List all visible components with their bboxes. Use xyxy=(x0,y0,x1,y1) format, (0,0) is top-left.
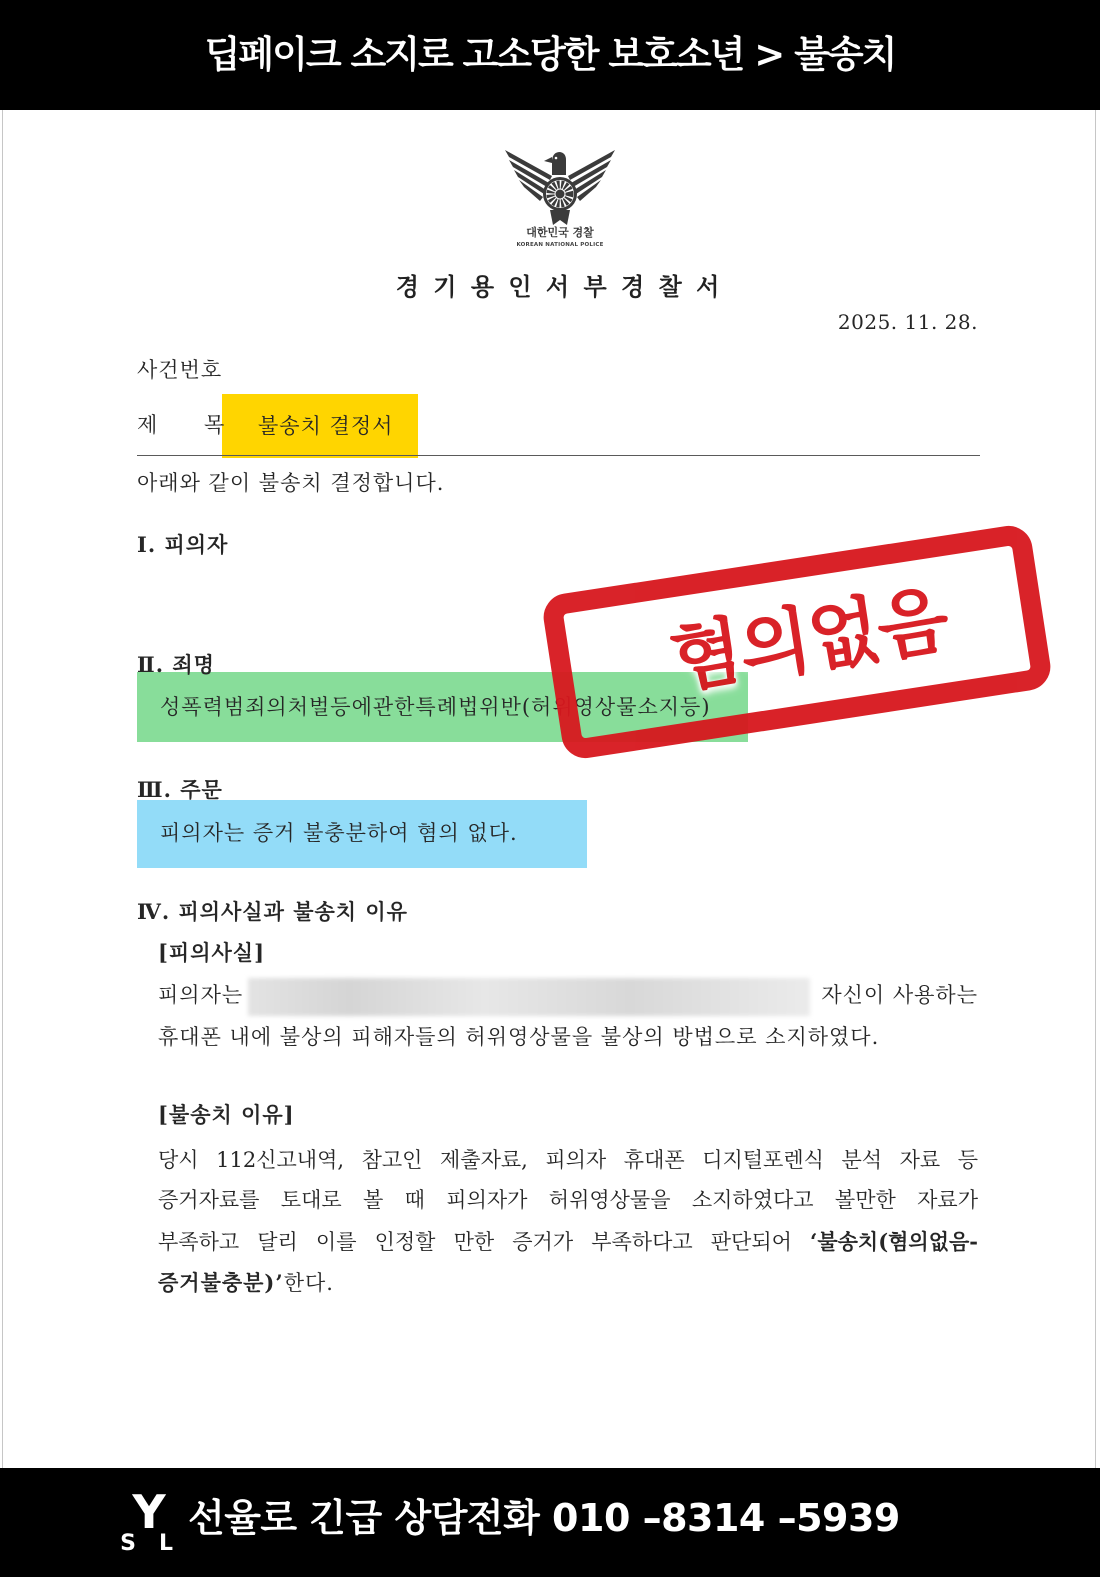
case-number-label: 사건번호 xyxy=(137,358,223,382)
reasons-line3-plain: 부족하고 달리 이를 인정할 만한 증거가 부족하다고 판단되어 xyxy=(158,1230,792,1254)
reasons-line2: 증거자료를 토대로 볼 때 피의자가 허위영상물을 소지하였다고 볼만한 자료가 xyxy=(158,1188,978,1212)
reasons-line4-bold: 증거불충분)’ xyxy=(158,1270,284,1295)
agency-title: 경 기 용 인 서 부 경 찰 서 xyxy=(395,272,723,301)
reasons-line4-plain: 한다. xyxy=(283,1271,334,1295)
document-date: 2025. 11. 28. xyxy=(837,310,978,334)
emblem-center-circle xyxy=(543,177,577,211)
top-banner xyxy=(0,0,1100,110)
emblem-tail xyxy=(550,210,570,225)
subject-label-first: 제 xyxy=(137,413,159,437)
charge-text: 성폭력범죄의처벌등에관한특례법위반(허위영상물소지등) xyxy=(160,695,711,719)
section-charge-heading: Ⅱ. 죄명 xyxy=(137,652,215,677)
redacted-area xyxy=(248,978,810,1016)
header-divider xyxy=(137,455,980,456)
section-facts-heading: Ⅳ. 피의사실과 불송치 이유 xyxy=(137,899,408,924)
disposition-text: 피의자는 증거 불충분하여 혐의 없다. xyxy=(160,821,518,845)
section-disposition-heading: Ⅲ. 주문 xyxy=(137,777,223,802)
facts-label: [피의사실] xyxy=(158,940,266,965)
logo-letter-s: S xyxy=(120,1531,136,1552)
facts-line2: 휴대폰 내에 불상의 피해자들의 허위영상물을 불상의 방법으로 소지하였다. xyxy=(158,1025,880,1049)
emblem-name-korean: 대한민국 경찰 xyxy=(526,226,594,239)
subject-label-second: 목 xyxy=(204,413,226,437)
banner-title: 딥페이크 소지로 고소당한 보호소년 > 불송치 xyxy=(204,33,896,76)
police-eagle-emblem-icon xyxy=(500,148,620,228)
reasons-line3-bold: ‘불송치(혐의없음- xyxy=(810,1229,978,1254)
reasons-line1: 당시 112신고내역, 참고인 제출자료, 피의자 휴대폰 디지털포렌식 분석 자료 등 xyxy=(158,1148,978,1172)
reasons-line4 xyxy=(158,1268,334,1298)
firm-logo xyxy=(116,1488,178,1552)
facts-line1-start: 피의자는 xyxy=(158,983,244,1007)
hotline-text: 선율로 긴급 상담전화 010 –8314 –5939 xyxy=(188,1496,900,1540)
intro-text: 아래와 같이 불송치 결정합니다. xyxy=(137,471,445,495)
subject-highlight xyxy=(222,394,418,458)
reasons-label: [불송치 이유] xyxy=(158,1102,295,1127)
disposition-highlight xyxy=(137,800,587,868)
logo-letter-l: L xyxy=(158,1531,174,1552)
reasons-line3 xyxy=(158,1227,978,1257)
emblem-name-english: KOREAN NATIONAL POLICE xyxy=(516,242,604,248)
logo-letter-y: Y xyxy=(132,1488,166,1539)
emblem-head xyxy=(544,152,566,175)
stamp-text: 혐의없음 xyxy=(664,576,953,704)
section-suspect-heading: Ⅰ. 피의자 xyxy=(137,532,229,557)
subject-value: 불송치 결정서 xyxy=(258,414,394,438)
facts-line1-end: 자신이 사용하는 xyxy=(821,983,978,1007)
